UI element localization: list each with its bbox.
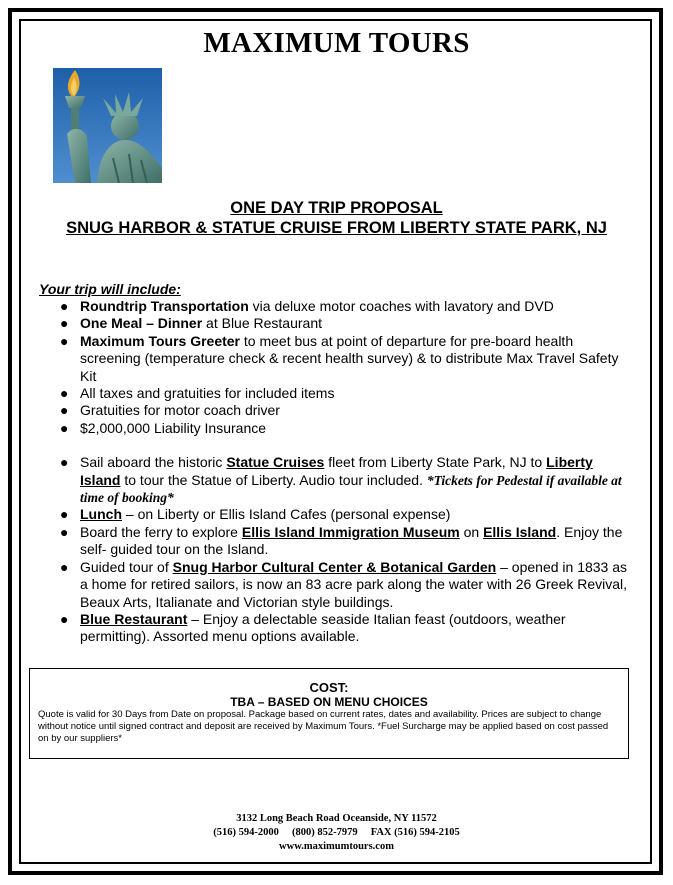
item-text: $2,000,000 Liability Insurance — [80, 419, 267, 436]
statue-cruises-link: Statue Cruises — [226, 454, 325, 471]
list-item — [38, 333, 628, 385]
list-spacer — [38, 437, 628, 454]
item-bold: Maximum Tours Greeter — [80, 332, 241, 349]
itinerary-ellis — [38, 524, 628, 559]
cost-value: TBA – BASED ON MENU CHOICES — [230, 695, 428, 709]
statue-of-liberty-photo — [53, 68, 162, 183]
trip-items-list — [38, 298, 628, 646]
bullet-icon: ● — [60, 315, 69, 332]
pedestal-note: *Tickets for Pedestal if available at time of booking* — [80, 472, 622, 506]
list-item — [38, 402, 628, 419]
item-text: – on Liberty or Ellis Island Cafes (personal expense) — [122, 506, 451, 523]
footer-phones: (516) 594-2000 (800) 852-7979 FAX (516) 594-2105 — [213, 827, 460, 838]
item-text: via deluxe motor coaches with lavatory and DVD — [248, 298, 554, 314]
bullet-icon: ● — [60, 506, 69, 523]
bullet-icon: ● — [60, 610, 69, 627]
bullet-icon: ● — [60, 298, 69, 314]
bullet-icon: ● — [60, 402, 69, 419]
item-text: Sail aboard the historic — [80, 454, 227, 471]
item-bold: Roundtrip Transportation — [80, 298, 249, 314]
list-item — [38, 420, 628, 437]
footer — [0, 812, 673, 854]
item-text: All taxes and gratuities for included items — [80, 385, 335, 402]
item-bold: One Meal – Dinner — [80, 315, 203, 332]
item-text: to meet bus at point of departure for pre-board health screening (temperature check & recent health survey) & to distribute Max Travel Safety Kit — [80, 332, 619, 384]
trip-title-line2: SNUG HARBOR & STATUE CRUISE FROM LIBERTY STATE PARK, NJ — [66, 219, 607, 237]
blue-restaurant-link: Blue Restaurant — [80, 610, 188, 627]
item-text: Guided tour of — [80, 558, 173, 575]
item-text: Gratuities for motor coach driver — [80, 402, 280, 419]
company-title: MAXIMUM TOURS — [203, 27, 470, 59]
snug-harbor-link: Snug Harbor Cultural Center & Botanical Garden — [172, 558, 497, 575]
itinerary-statue — [38, 454, 628, 506]
bullet-icon: ● — [60, 523, 69, 540]
bullet-icon: ● — [60, 558, 69, 575]
lunch-link: Lunch — [80, 506, 122, 523]
bullet-icon: ● — [60, 385, 69, 402]
trip-title — [30, 198, 643, 238]
bullet-icon: ● — [60, 332, 69, 349]
trip-title-line1: ONE DAY TRIP PROPOSAL — [230, 199, 443, 217]
list-item — [38, 315, 628, 332]
item-text: on — [459, 523, 484, 540]
list-item — [38, 385, 628, 402]
item-text: fleet from Liberty State Park, NJ to — [324, 454, 547, 471]
cost-note: Quote is valid for 30 Days from Date on proposal. Package based on current rates, dates and availability. Prices are subject to change without notice until signed contract and deposit are received by Maximum Tours. *Fuel Surcharge may be applied based on cost passed on by our suppliers* — [38, 709, 609, 744]
footer-website: www.maximumtours.com — [279, 841, 394, 852]
ellis-island-link: Ellis Island — [483, 523, 557, 540]
footer-address: 3132 Long Beach Road Oceanside, NY 11572 — [236, 813, 437, 824]
item-text: – opened in 1833 as a home for retired sailors, is now an 83 acre park along the water with 26 Greek Revival, Beaux Arts, Italianate and Victorian style buildings. — [80, 558, 628, 610]
item-text: at Blue Restaurant — [202, 315, 323, 332]
list-item — [38, 298, 628, 315]
bullet-icon: ● — [60, 454, 69, 471]
item-text: . Enjoy the self- guided tour on the Island. — [80, 523, 623, 558]
itinerary-lunch — [38, 506, 628, 523]
bullet-icon: ● — [60, 419, 69, 436]
itinerary-snug-harbor — [38, 559, 628, 611]
liberty-island-link: Liberty Island — [80, 454, 593, 488]
item-text: to tour the Statue of Liberty. Audio tour included. — [120, 471, 427, 488]
cost-box — [29, 668, 629, 759]
ellis-museum-link: Ellis Island Immigration Museum — [241, 523, 460, 540]
cost-label: COST: — [309, 680, 349, 695]
item-text: Board the ferry to explore — [80, 523, 242, 540]
includes-heading: Your trip will include: — [39, 281, 181, 297]
itinerary-blue-restaurant — [38, 611, 628, 646]
item-text: – Enjoy a delectable seaside Italian feast (outdoors, weather permitting). Assorted menu options available. — [80, 610, 566, 645]
